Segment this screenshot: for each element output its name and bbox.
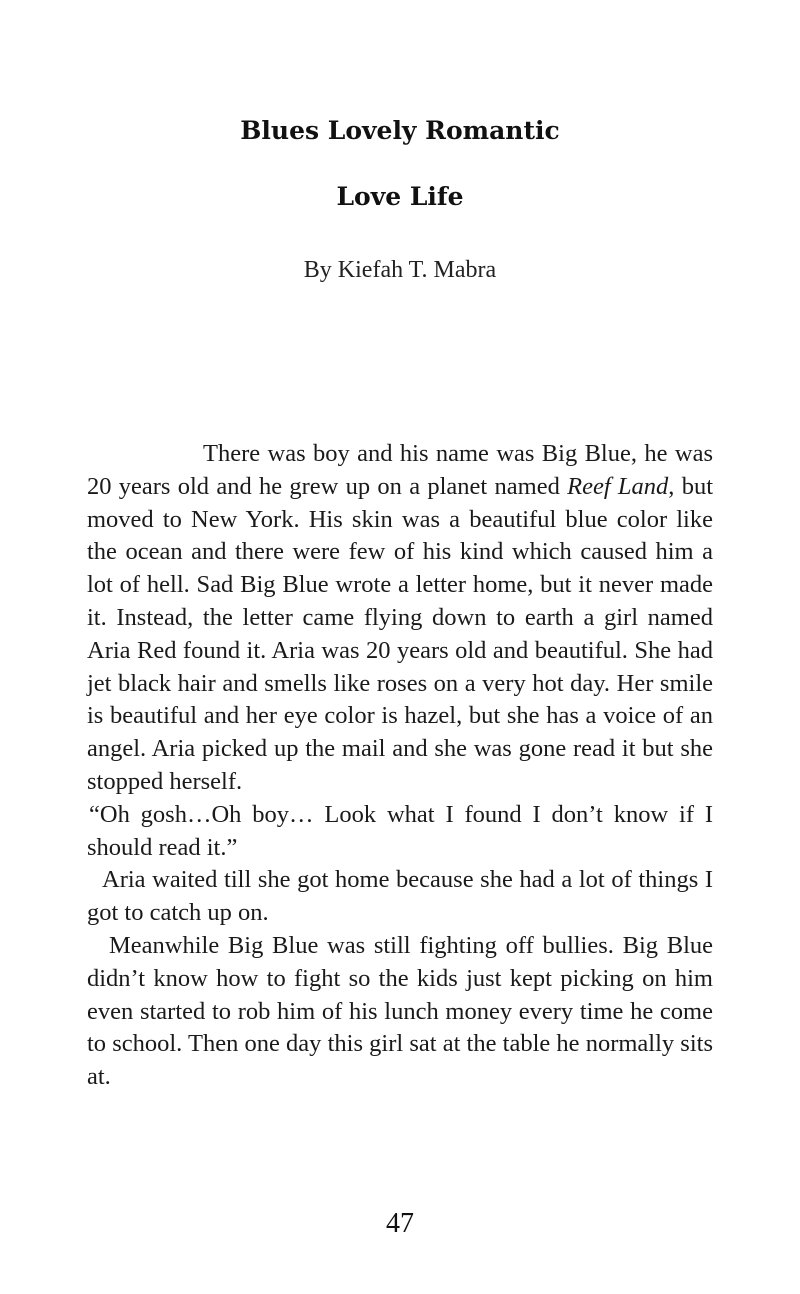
story-body <box>87 438 713 1094</box>
story-title-line-2: Love Life <box>336 182 464 211</box>
paragraph-1 <box>87 438 713 799</box>
page-number: 47 <box>386 1208 414 1239</box>
story-title-line-1: Blues Lovely Romantic <box>240 116 560 145</box>
paragraph-3: Aria waited till she got home because she had a lot of things I got to catch up on. <box>87 866 713 927</box>
author-byline: By Kiefah T. Mabra <box>303 257 497 283</box>
paragraph-2: “Oh gosh…Oh boy… Look what I found I don’t know if I should read it.” <box>87 800 713 861</box>
planet-name-italic: Reef Land <box>567 472 669 500</box>
paragraph-4: Meanwhile Big Blue was still fighting off bullies. Big Blue didn’t know how to fight so the kids just kept picking on him even started to rob him of his lunch money every time he come to school. Then one day this girl sat at the table he normally sits at. <box>87 931 713 1091</box>
paragraph-1-text-start: There was boy and his name was Big Blue, he was 20 years old and he grew up on a planet named <box>87 440 713 500</box>
paragraph-1-text-end: , but moved to New York. His skin was a beautiful blue color like the ocean and there were few of his kind which caused him a lot of hell. Sad Big Blue wrote a letter home, but it never made it. Instead, the letter came flying down to earth a girl named Aria Red found it. Aria was 20 years old and beautiful. She had jet black hair and smells like roses on a very hot day. Her smile is beautiful and her eye color is hazel, but she has a voice of an angel. Aria picked up the mail and she was gone read it but she stopped herself. <box>87 472 714 795</box>
